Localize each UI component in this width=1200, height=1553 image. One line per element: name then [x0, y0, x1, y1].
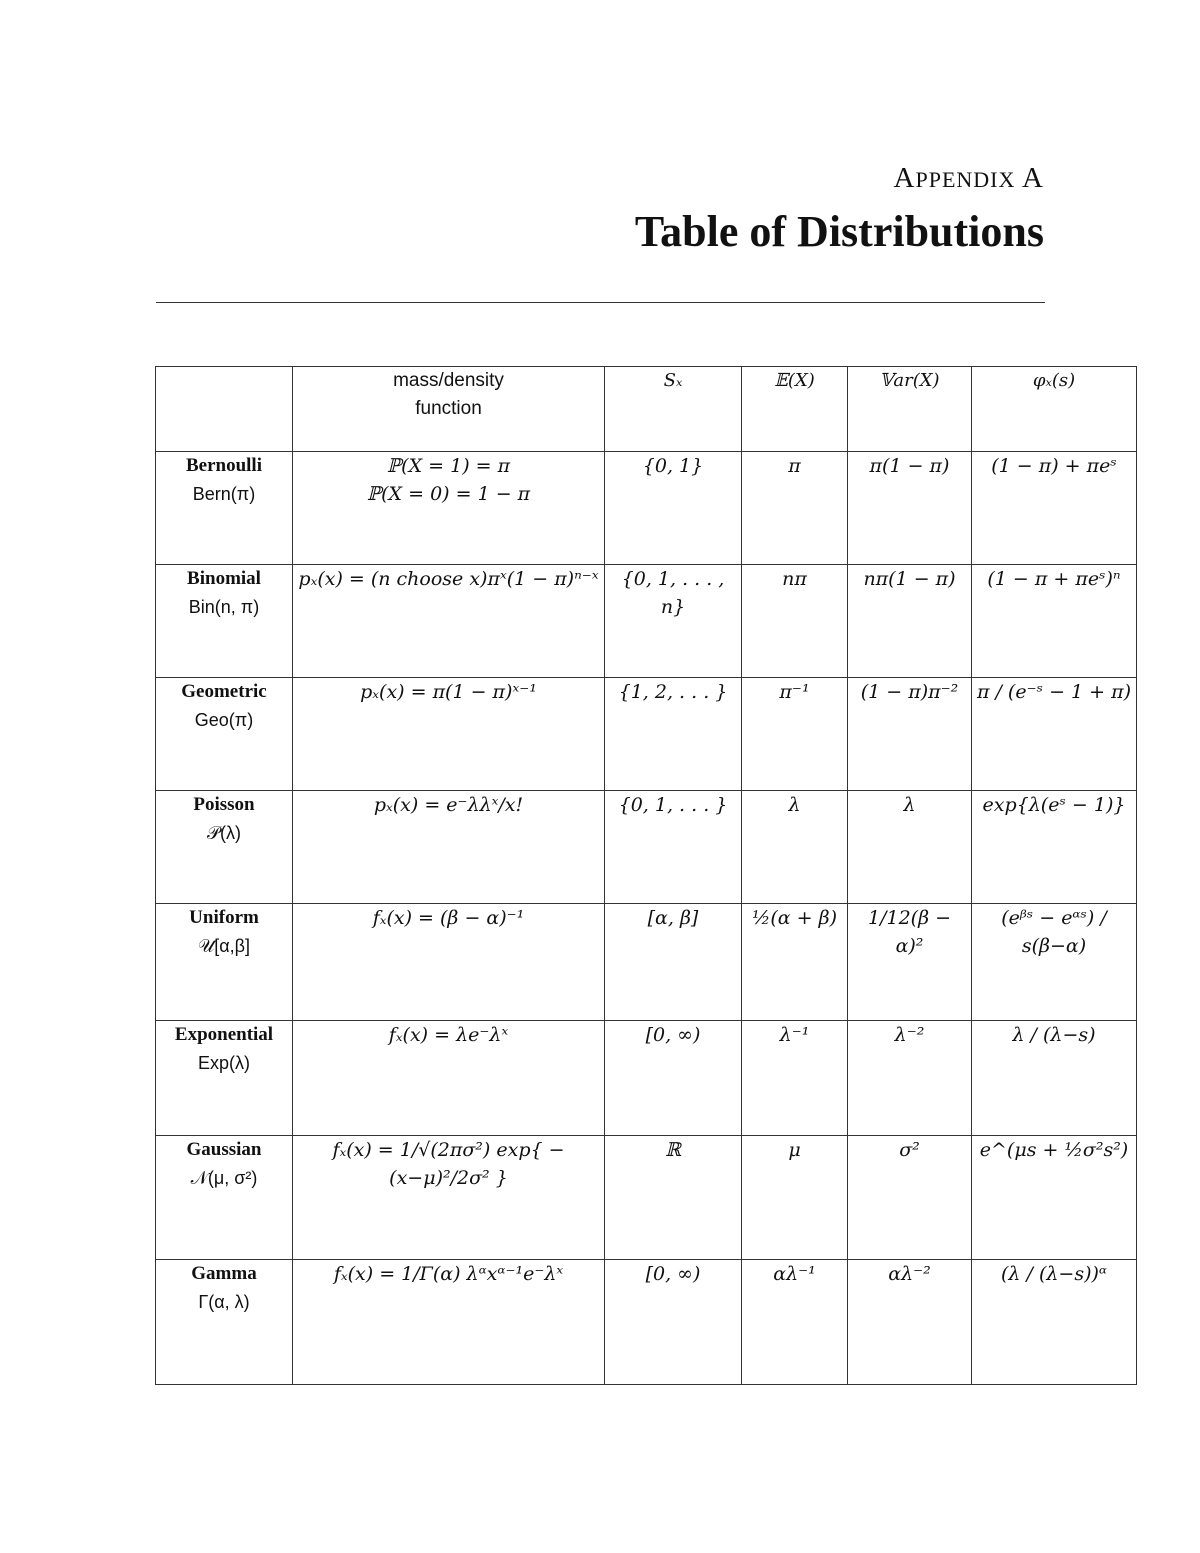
header-mass-density: mass/density function [293, 367, 605, 452]
pmf-cell: fₓ(x) = 1/Γ(α) λᵅxᵅ⁻¹e⁻λˣ [293, 1260, 605, 1385]
pmf-cell: ℙ(X = 1) = π ℙ(X = 0) = 1 − π [293, 452, 605, 565]
table-row [156, 1021, 1137, 1136]
distribution-name-cell: Gaussian 𝒩(μ, σ²) [156, 1136, 293, 1260]
table-row [156, 565, 1137, 678]
variance-cell: (1 − π)π⁻² [848, 678, 972, 791]
mgf-cell: π / (e⁻ˢ − 1 + π) [972, 678, 1137, 791]
mgf-cell: e^(μs + ½σ²s²) [972, 1136, 1137, 1260]
distribution-name-cell: Poisson 𝒫(λ) [156, 791, 293, 904]
support-cell: {0, 1, . . . , n} [605, 565, 742, 678]
distribution-name-cell: Geometric Geo(π) [156, 678, 293, 791]
table-row [156, 678, 1137, 791]
distributions-table [155, 366, 1137, 1385]
mean-cell: π⁻¹ [742, 678, 848, 791]
mgf-cell: (1 − π) + πeˢ [972, 452, 1137, 565]
table-row [156, 1260, 1137, 1385]
mean-cell: αλ⁻¹ [742, 1260, 848, 1385]
header-blank [156, 367, 293, 452]
pmf-cell: pₓ(x) = (n choose x)πˣ(1 − π)ⁿ⁻ˣ [293, 565, 605, 678]
variance-cell: λ [848, 791, 972, 904]
variance-cell: π(1 − π) [848, 452, 972, 565]
mgf-cell: exp{λ(eˢ − 1)} [972, 791, 1137, 904]
support-cell: ℝ [605, 1136, 742, 1260]
variance-cell: λ⁻² [848, 1021, 972, 1136]
pmf-cell: fₓ(x) = 1/√(2πσ²) exp{ − (x−μ)²/2σ² } [293, 1136, 605, 1260]
header-mean: 𝔼(X) [742, 367, 848, 452]
mean-cell: λ [742, 791, 848, 904]
distribution-name-cell: Gamma Γ(α, λ) [156, 1260, 293, 1385]
table-row [156, 1136, 1137, 1260]
appendix-label: APPENDIX A [893, 162, 1044, 194]
table-row [156, 791, 1137, 904]
mgf-cell: (1 − π + πeˢ)ⁿ [972, 565, 1137, 678]
table-row [156, 452, 1137, 565]
distribution-name-cell: Exponential Exp(λ) [156, 1021, 293, 1136]
support-cell: {0, 1, . . . } [605, 791, 742, 904]
title-divider [156, 302, 1045, 303]
mgf-cell: (λ / (λ−s))ᵅ [972, 1260, 1137, 1385]
mean-cell: λ⁻¹ [742, 1021, 848, 1136]
pmf-cell: pₓ(x) = e⁻λλˣ/x! [293, 791, 605, 904]
mean-cell: ½(α + β) [742, 904, 848, 1021]
table-row [156, 904, 1137, 1021]
support-cell: [α, β] [605, 904, 742, 1021]
header-mgf: φₓ(s) [972, 367, 1137, 452]
pmf-cell: fₓ(x) = λe⁻λˣ [293, 1021, 605, 1136]
mgf-cell: λ / (λ−s) [972, 1021, 1137, 1136]
pmf-cell: fₓ(x) = (β − α)⁻¹ [293, 904, 605, 1021]
table-header-row [156, 367, 1137, 452]
mean-cell: μ [742, 1136, 848, 1260]
variance-cell: αλ⁻² [848, 1260, 972, 1385]
page-title: Table of Distributions [634, 207, 1044, 256]
header-variance: 𝕍ar(X) [848, 367, 972, 452]
mean-cell: nπ [742, 565, 848, 678]
header-support: Sₓ [605, 367, 742, 452]
variance-cell: σ² [848, 1136, 972, 1260]
variance-cell: nπ(1 − π) [848, 565, 972, 678]
mean-cell: π [742, 452, 848, 565]
support-cell: [0, ∞) [605, 1260, 742, 1385]
support-cell: [0, ∞) [605, 1021, 742, 1136]
support-cell: {1, 2, . . . } [605, 678, 742, 791]
distribution-name-cell: Bernoulli Bern(π) [156, 452, 293, 565]
distribution-name-cell: Uniform 𝒰[α,β] [156, 904, 293, 1021]
variance-cell: 1/12(β − α)² [848, 904, 972, 1021]
support-cell: {0, 1} [605, 452, 742, 565]
mgf-cell: (eᵝˢ − eᵅˢ) / s(β−α) [972, 904, 1137, 1021]
distribution-name-cell: Binomial Bin(n, π) [156, 565, 293, 678]
pmf-cell: pₓ(x) = π(1 − π)ˣ⁻¹ [293, 678, 605, 791]
